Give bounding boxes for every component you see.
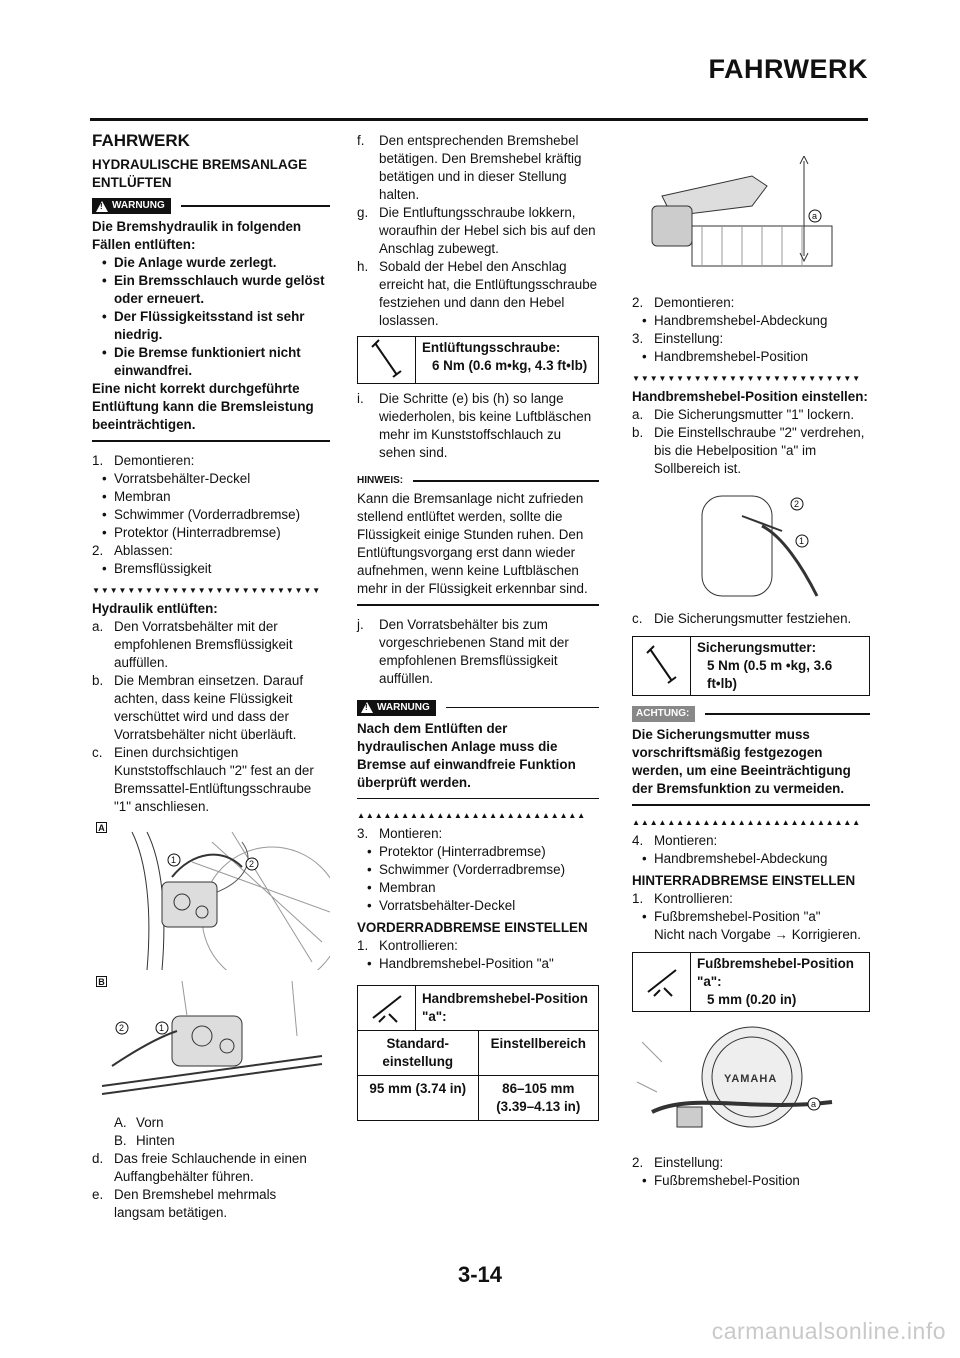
front-brake-title: VORDERRADBREMSE EINSTELLEN <box>357 920 588 935</box>
hinweis-text: Kann die Bremsanlage nicht zufrieden stellend entlüftet werden, sollte die Flüssigkeit einige Stunden ruhen. Den Entlüftungsvorgang erst dann wieder aufnehmen, wenn keine Luftbläschen mehr in der Flüssigkeit erkennbar sind. <box>357 491 588 596</box>
bullet-item: • Die Anlage wurde zerlegt. <box>102 255 277 270</box>
bullet-item: • Schwimmer (Vorderradbremse) <box>102 506 301 522</box>
warning-badge: ! WARNUNG <box>92 198 171 214</box>
figure-rear-caliper <box>92 976 330 1108</box>
warning-text: Nach dem Entlüften der hydraulischen Anlage muss die Bremse auf einwandfreie Funktion überprüft werden. <box>357 720 576 790</box>
figure-legend <box>92 1114 330 1150</box>
table-header: Standard-einstellung <box>358 1031 479 1075</box>
warning-outro: Eine nicht korrekt durchgeführte Entlüftung kann die Bremsleistung beeinträchtigen. <box>92 381 314 432</box>
step-2: 2. Demontieren: <box>632 295 735 310</box>
figure-lever-adjust <box>632 486 870 604</box>
step-4: 4. Montieren: <box>632 832 718 848</box>
bullet-item: • Schwimmer (Vorderradbremse) <box>367 862 566 877</box>
header-rule <box>90 118 868 121</box>
triangle-separator: ▼▼▼▼▼▼▼▼▼▼▼▼▼▼▼▼▼▼▼▼▼▼▼▼▼▼ <box>632 374 861 383</box>
procedure-step: b. Die Einstellschraube "2" verdrehen, bis die Hebelposition "a" im Sollbereich ist. <box>632 425 865 476</box>
triangle-separator: ▼▼▼▼▼▼▼▼▼▼▼▼▼▼▼▼▼▼▼▼▼▼▼▼▼▼ <box>92 585 321 595</box>
step-3: 3. Montieren: <box>357 826 443 841</box>
procedure-list <box>632 406 870 478</box>
warning-icon <box>361 702 373 713</box>
column-middle <box>357 132 599 1129</box>
lever-position-table <box>357 985 599 1121</box>
front-step-1-bullets <box>357 955 599 973</box>
bullet-item: • Die Bremse funktioniert nicht einwandfrei. <box>102 345 301 378</box>
bullet-item: • Der Flüssigkeitsstand ist sehr niedrig. <box>102 309 305 342</box>
procedure-step: A. Vorn <box>114 1114 164 1130</box>
callout-2: 2 <box>794 499 800 509</box>
figure-brake-pedal <box>632 1022 870 1148</box>
procedure-step: b. Die Membran einsetzen. Darauf achten, dass keine Flüssigkeit verschüttet wird und dass der Vorratsbehälter nicht überläuft. <box>92 672 304 742</box>
caution-badge: ACHTUNG: <box>632 706 695 722</box>
caution-text: Die Sicherungsmutter muss vorschriftsmäßig festgezogen werden, um eine Beeinträchtigung der Bremsfunktion zu vermeiden. <box>632 727 851 796</box>
table-cell: 95 mm (3.74 in) <box>358 1076 479 1120</box>
proc-c: c. Die Sicherungsmutter festziehen. <box>632 611 852 626</box>
triangle-separator: ▲▲▲▲▲▲▲▲▲▲▲▲▲▲▲▲▲▲▲▲▲▲▲▲▲▲ <box>357 811 586 820</box>
spec-box-bleed-screw <box>357 336 599 384</box>
bullet-item: • Membran <box>367 880 436 895</box>
front-step-1: 1. Kontrollieren: <box>357 938 458 953</box>
step-4-bullets <box>632 850 870 868</box>
proc-j: j. Den Vorratsbehälter bis zum vorgeschriebenen Stand mit der empfohlenen Bremsflüssigkeit auffüllen. <box>357 616 569 686</box>
step-2: 2. Ablassen: <box>92 542 173 558</box>
figure-label-b: B <box>96 976 107 987</box>
bullet-item: • Ein Bremsschlauch wurde gelöst oder erneuert. <box>102 273 325 306</box>
caliper-icon <box>633 953 691 1011</box>
procedure-list <box>92 618 330 816</box>
step-2-bullets <box>632 312 870 330</box>
bullet-item: • Fußbremshebel-Position <box>642 1172 800 1188</box>
table-header: Einstellbereich <box>490 1036 586 1051</box>
figure-front-caliper <box>92 822 330 970</box>
bullet-item: • Protektor (Hinterradbremse) <box>102 524 281 540</box>
bullet-item: • Handbremshebel-Position "a" <box>367 956 554 971</box>
procedure-step: g. Die Entluftungsschraube lokkern, woraufhin der Hebel sich bis auf den Anschlag zubewegt. <box>357 205 596 256</box>
procedure-step: d. Das freie Schlauchende in einen Auffangbehälter führen. <box>92 1150 307 1184</box>
figure-label-a: A <box>96 822 107 833</box>
rear-step-2: 2. Einstellung: <box>632 1154 724 1170</box>
spec-value: 6 Nm (0.6 m•kg, 4.3 ft•lb) <box>432 358 588 373</box>
yamaha-logo: YAMAHA <box>724 1072 778 1085</box>
bullet-item: • Handbremshebel-Position <box>642 349 809 364</box>
procedure-step: a. Die Sicherungsmutter "1" lockern. <box>632 407 855 422</box>
callout-a: a <box>812 211 818 221</box>
step-3-bullets <box>632 348 870 366</box>
watermark: carmanualsonline.info <box>711 1318 946 1344</box>
procedure-title: Hydraulik entlüften: <box>92 600 218 616</box>
procedure-step: e. Den Bremshebel mehrmals langsam betätigen. <box>92 1186 277 1220</box>
warning-header <box>357 700 599 716</box>
bullet-item: • Protektor (Hinterradbremse) <box>367 844 546 859</box>
step-3-bullets <box>357 843 599 915</box>
procedure-title: Handbremshebel-Position einstellen: <box>632 389 868 404</box>
table-cell: 86–105 mm (3.39–4.13 in) <box>496 1081 581 1114</box>
divider <box>357 604 599 606</box>
caution-header <box>632 706 870 722</box>
procedure-step: c. Einen durchsichtigen Kunststoffschlauch "2" fest an der Bremssattel-Entlüftungsschraube "1" anschliesen. <box>92 744 314 814</box>
proc-i: i. Die Schritte (e) bis (h) so lange wiederholen, bis keine Luftbläschen mehr im Kunststoffschlauch zu sehen sind. <box>357 391 592 460</box>
procedure-step: B. Hinten <box>114 1132 175 1148</box>
callout-1: 1 <box>171 854 177 865</box>
callout-1: 1 <box>799 536 805 546</box>
callout-2b: 2 <box>119 1022 125 1033</box>
spec-title: Sicherungsmutter: <box>697 640 817 655</box>
spec-value: 5 Nm (0.5 m •kg, 3.6 ft•lb) <box>707 658 833 691</box>
column-right <box>632 132 870 1190</box>
bullet-item: • Handbremshebel-Abdeckung <box>642 850 828 866</box>
procedure-step: a. Den Vorratsbehälter mit der empfohlenen Bremsflüssigkeit auffüllen. <box>92 618 293 670</box>
rear-step-2-bullets <box>632 1172 870 1190</box>
torque-wrench-icon <box>358 337 416 383</box>
rear-brake-title: HINTERRADBREMSE EINSTELLEN <box>632 872 856 888</box>
rear-step-1: 1. Kontrollieren: <box>632 890 733 906</box>
warning-badge: ! WARNUNG <box>357 700 436 716</box>
step-1-bullets <box>92 470 330 542</box>
procedure-list-2 <box>92 1150 330 1222</box>
spec-title: Entlüftungsschraube: <box>422 340 561 355</box>
spec-title: Fußbremshebel-Position "a": <box>697 955 854 989</box>
step-3: 3. Einstellung: <box>632 331 724 346</box>
callout-1b: 1 <box>159 1022 165 1033</box>
section-title: FAHRWERK <box>92 131 190 150</box>
arrow-icon: → <box>774 926 788 942</box>
procedure-step: h. Sobald der Hebel den Anschlag erreicht hat, die Entlüftungsschraube festziehen und dann den Hebel loslassen. <box>357 259 598 328</box>
bullet-item: • Handbremshebel-Abdeckung <box>642 313 828 328</box>
rear-bullet: • Fußbremshebel-Position "a" Nicht nach Vorgabe → Korrigieren. <box>642 908 861 942</box>
callout-2: 2 <box>249 858 255 869</box>
bullet-item: • Vorratsbehälter-Deckel <box>102 470 251 486</box>
warning-header <box>92 198 330 214</box>
procedure-step: f. Den entsprechenden Bremshebel betätigen. Den Bremshebel kräftig betätigen und in dieser Stellung halten. <box>357 133 582 202</box>
spec-box-pedal <box>632 952 870 1012</box>
divider <box>357 798 599 800</box>
bullet-item: • Membran <box>102 488 171 504</box>
figure-brake-lever <box>632 156 870 288</box>
spec-box-locknut <box>632 636 870 696</box>
divider <box>632 804 870 806</box>
caliper-icon <box>358 986 416 1030</box>
hinweis-header: HINWEIS: <box>357 472 599 490</box>
triangle-separator: ▲▲▲▲▲▲▲▲▲▲▲▲▲▲▲▲▲▲▲▲▲▲▲▲▲▲ <box>632 817 861 827</box>
warning-list <box>92 254 330 380</box>
divider <box>92 440 330 442</box>
step-2-bullets <box>92 560 330 578</box>
callout-a: a <box>811 1098 817 1109</box>
warning-intro: Die Bremshydraulik in folgenden Fällen entlüften: <box>92 219 302 252</box>
table-title: Handbremshebel-Position "a": <box>422 991 588 1024</box>
bullet-item: • Vorratsbehälter-Deckel <box>367 898 516 913</box>
spec-value: 5 mm (0.20 in) <box>707 991 797 1007</box>
column-left <box>92 132 330 1222</box>
page-number: 3-14 <box>457 1262 503 1287</box>
header-title: FAHRWERK <box>708 54 868 84</box>
warning-icon <box>96 201 108 212</box>
procedure-list <box>357 132 599 330</box>
bullet-item: • Bremsflüssigkeit <box>102 560 212 576</box>
step-1: 1. Demontieren: <box>92 452 195 468</box>
torque-wrench-icon <box>633 637 691 695</box>
subsection-title: HYDRAULISCHE BREMSANLAGE ENTLÜFTEN <box>92 157 308 190</box>
